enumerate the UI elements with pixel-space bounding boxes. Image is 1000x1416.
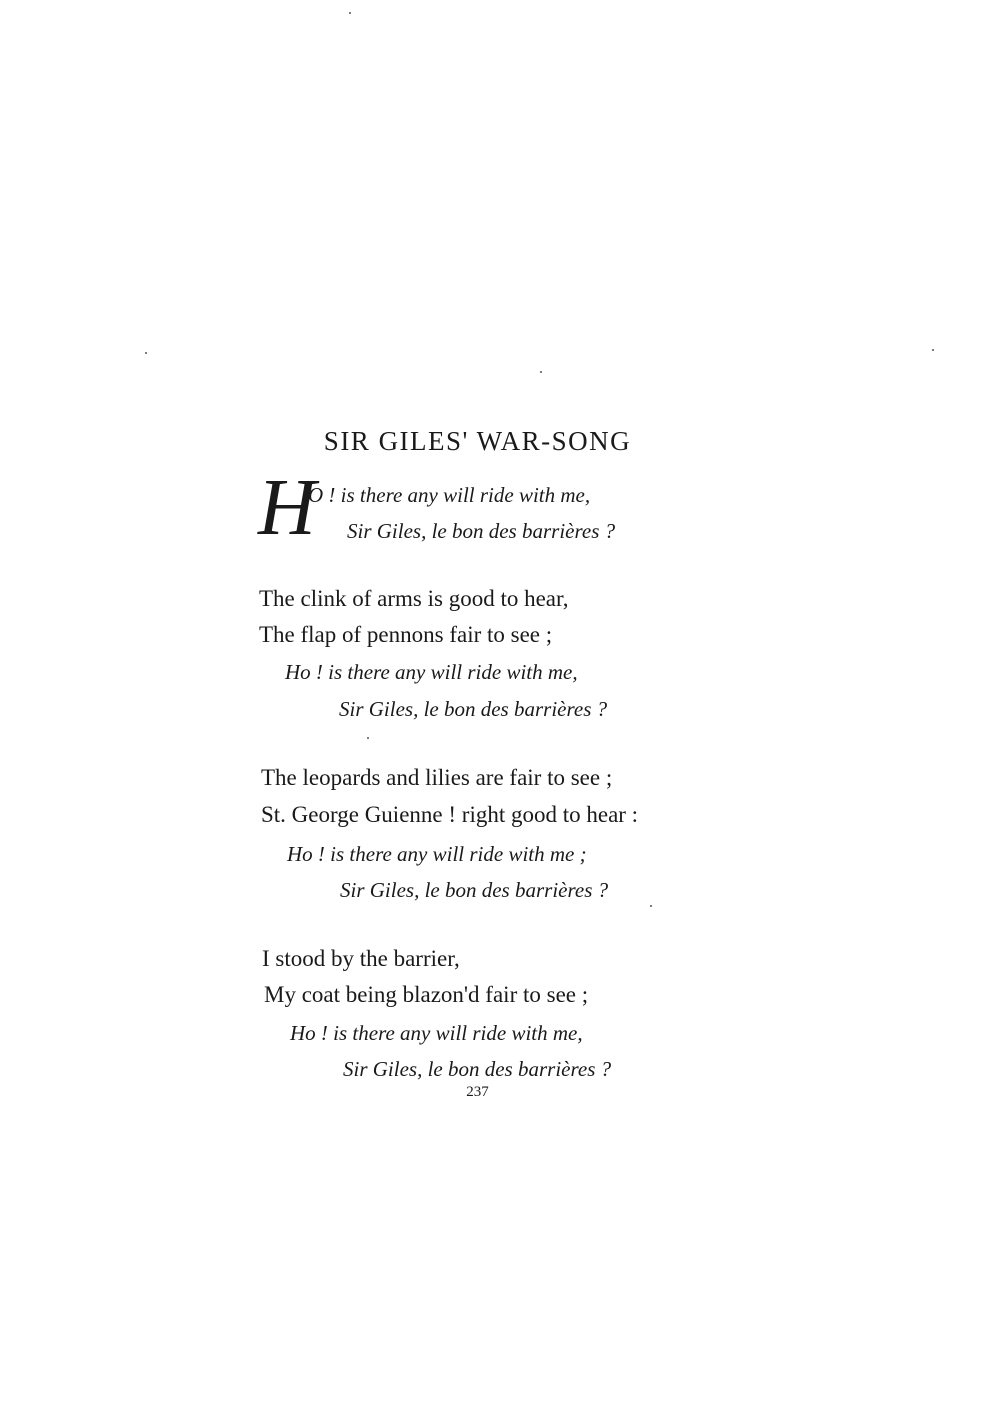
stanza-1-line-1: The clink of arms is good to hear, [259, 586, 569, 611]
print-speck [145, 352, 147, 354]
stanza-1-line-4: Sir Giles, le bon des barrières ? [339, 697, 608, 721]
print-speck [367, 737, 369, 739]
stanza-2-line-2: St. George Guienne ! right good to hear : [261, 802, 639, 827]
stanza-3-line-2: My coat being blazon'd fair to see ; [264, 982, 589, 1007]
stanza-3-line-4: Sir Giles, le bon des barrières ? [343, 1057, 612, 1081]
stanza-1-line-2: The flap of pennons fair to see ; [259, 622, 553, 647]
stanza-3-line-1: I stood by the barrier, [262, 946, 460, 971]
stanza-2-line-1: The leopards and lilies are fair to see ; [261, 765, 613, 790]
print-speck [349, 12, 351, 14]
opening-line-1: O ! is there any will ride with me, [308, 483, 591, 507]
stanza-2-line-3: Ho ! is there any will ride with me ; [287, 842, 587, 866]
stanza-1-line-3: Ho ! is there any will ride with me, [285, 660, 578, 684]
drop-cap: H [258, 464, 316, 552]
poem-title: SIR GILES' WAR-SONG [323, 426, 632, 457]
print-speck [540, 371, 542, 373]
print-speck [932, 349, 934, 351]
stanza-3-line-3: Ho ! is there any will ride with me, [290, 1021, 583, 1045]
stanza-2-line-4: Sir Giles, le bon des barrières ? [340, 878, 609, 902]
print-speck [650, 905, 652, 907]
page-number: 237 [466, 1084, 489, 1100]
opening-line-2: Sir Giles, le bon des barrières ? [347, 519, 616, 543]
